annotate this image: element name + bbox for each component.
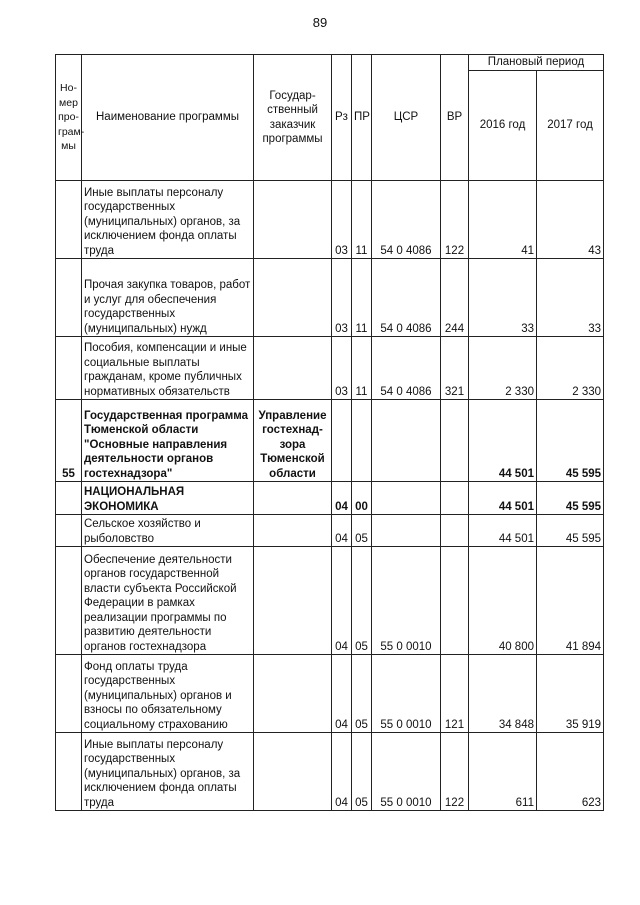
row-vr: 122 <box>441 181 469 259</box>
row-customer <box>254 655 332 733</box>
row-customer <box>254 181 332 259</box>
row-customer <box>254 733 332 811</box>
row-rz: 04 <box>332 482 352 515</box>
row-name: Обеспечение деятельности органов государственной власти субъекта Российской Федерации в рамках реализации программы по развитию деятельности органов гостехнадзора <box>82 547 254 655</box>
row-customer <box>254 515 332 547</box>
row-rz: 04 <box>332 733 352 811</box>
row-2016: 44 501 <box>469 482 537 515</box>
row-pr: 11 <box>352 181 372 259</box>
row-csr: 55 0 0010 <box>372 655 441 733</box>
row-name: Иные выплаты персоналу государственных (муниципальных) органов, за исключением фонда оплаты труда <box>82 181 254 259</box>
row-2016: 44 501 <box>469 515 537 547</box>
row-vr: 122 <box>441 733 469 811</box>
row-vr <box>441 482 469 515</box>
row-csr: 55 0 0010 <box>372 733 441 811</box>
table-row <box>56 337 604 400</box>
row-pr: 11 <box>352 337 372 400</box>
row-2017: 35 919 <box>537 655 604 733</box>
row-pr: 05 <box>352 733 372 811</box>
budget-table <box>55 54 604 811</box>
header-program-name: Наименование программы <box>82 55 254 181</box>
row-num <box>56 181 82 259</box>
row-customer <box>254 482 332 515</box>
row-rz: 04 <box>332 547 352 655</box>
row-2017: 43 <box>537 181 604 259</box>
row-num <box>56 337 82 400</box>
row-pr: 11 <box>352 259 372 337</box>
header-year-2016: 2016 год <box>469 71 537 181</box>
table-row <box>56 733 604 811</box>
row-csr <box>372 515 441 547</box>
row-name: Пособия, компенсации и иные социальные выплаты гражданам, кроме публичных нормативных обязательств <box>82 337 254 400</box>
header-rz: Рз <box>332 55 352 181</box>
row-2017: 623 <box>537 733 604 811</box>
row-name: Государственная программа Тюменской области "Основные направления деятельности органов гостехнадзора" <box>82 400 254 482</box>
row-2016: 611 <box>469 733 537 811</box>
row-num <box>56 482 82 515</box>
row-vr <box>441 515 469 547</box>
row-name: НАЦИОНАЛЬНАЯ ЭКОНОМИКА <box>82 482 254 515</box>
row-name: Сельское хозяйство и рыболовство <box>82 515 254 547</box>
row-rz: 04 <box>332 515 352 547</box>
row-num <box>56 547 82 655</box>
row-pr: 05 <box>352 655 372 733</box>
header-customer: Государ- ственный заказчик программы <box>254 55 332 181</box>
row-rz <box>332 400 352 482</box>
row-2016: 2 330 <box>469 337 537 400</box>
row-csr <box>372 482 441 515</box>
row-vr <box>441 400 469 482</box>
row-customer <box>254 337 332 400</box>
table-row <box>56 655 604 733</box>
row-2017: 41 894 <box>537 547 604 655</box>
row-rz: 04 <box>332 655 352 733</box>
row-customer: Управление гостехнад-зора Тюменской области <box>254 400 332 482</box>
row-2017: 45 595 <box>537 515 604 547</box>
row-csr: 54 0 4086 <box>372 337 441 400</box>
row-2016: 44 501 <box>469 400 537 482</box>
row-vr: 244 <box>441 259 469 337</box>
row-rz: 03 <box>332 337 352 400</box>
row-2016: 41 <box>469 181 537 259</box>
table-row <box>56 515 604 547</box>
table-row <box>56 259 604 337</box>
row-num <box>56 259 82 337</box>
row-csr: 55 0 0010 <box>372 547 441 655</box>
row-2017: 2 330 <box>537 337 604 400</box>
row-2017: 33 <box>537 259 604 337</box>
row-csr <box>372 400 441 482</box>
row-rz: 03 <box>332 181 352 259</box>
header-pr: ПР <box>352 55 372 181</box>
row-vr: 321 <box>441 337 469 400</box>
row-vr <box>441 547 469 655</box>
table-row-program <box>56 400 604 482</box>
row-2016: 40 800 <box>469 547 537 655</box>
page-number: 89 <box>312 15 328 30</box>
row-customer <box>254 547 332 655</box>
table-row-section <box>56 482 604 515</box>
header-csr: ЦСР <box>372 55 441 181</box>
row-name: Прочая закупка товаров, работ и услуг для обеспечения государственных (муниципальных) нужд <box>82 259 254 337</box>
row-pr <box>352 400 372 482</box>
row-pr: 05 <box>352 515 372 547</box>
row-2016: 34 848 <box>469 655 537 733</box>
table-row <box>56 547 604 655</box>
row-rz: 03 <box>332 259 352 337</box>
row-csr: 54 0 4086 <box>372 181 441 259</box>
row-2017: 45 595 <box>537 400 604 482</box>
row-2016: 33 <box>469 259 537 337</box>
row-pr: 00 <box>352 482 372 515</box>
row-csr: 54 0 4086 <box>372 259 441 337</box>
row-num <box>56 733 82 811</box>
row-num: 55 <box>56 400 82 482</box>
row-name: Фонд оплаты труда государственных (муниципальных) органов и взносы по обязательному социальному страхованию <box>82 655 254 733</box>
row-vr: 121 <box>441 655 469 733</box>
row-customer <box>254 259 332 337</box>
row-2017: 45 595 <box>537 482 604 515</box>
table-row <box>56 181 604 259</box>
row-name: Иные выплаты персоналу государственных (муниципальных) органов, за исключением фонда оплаты труда <box>82 733 254 811</box>
row-pr: 05 <box>352 547 372 655</box>
header-vr: ВР <box>441 55 469 181</box>
header-plan-period: Плановый период <box>469 55 604 71</box>
header-year-2017: 2017 год <box>537 71 604 181</box>
header-program-number: Но- мер про- грам- мы <box>56 55 82 181</box>
row-num <box>56 655 82 733</box>
row-num <box>56 515 82 547</box>
